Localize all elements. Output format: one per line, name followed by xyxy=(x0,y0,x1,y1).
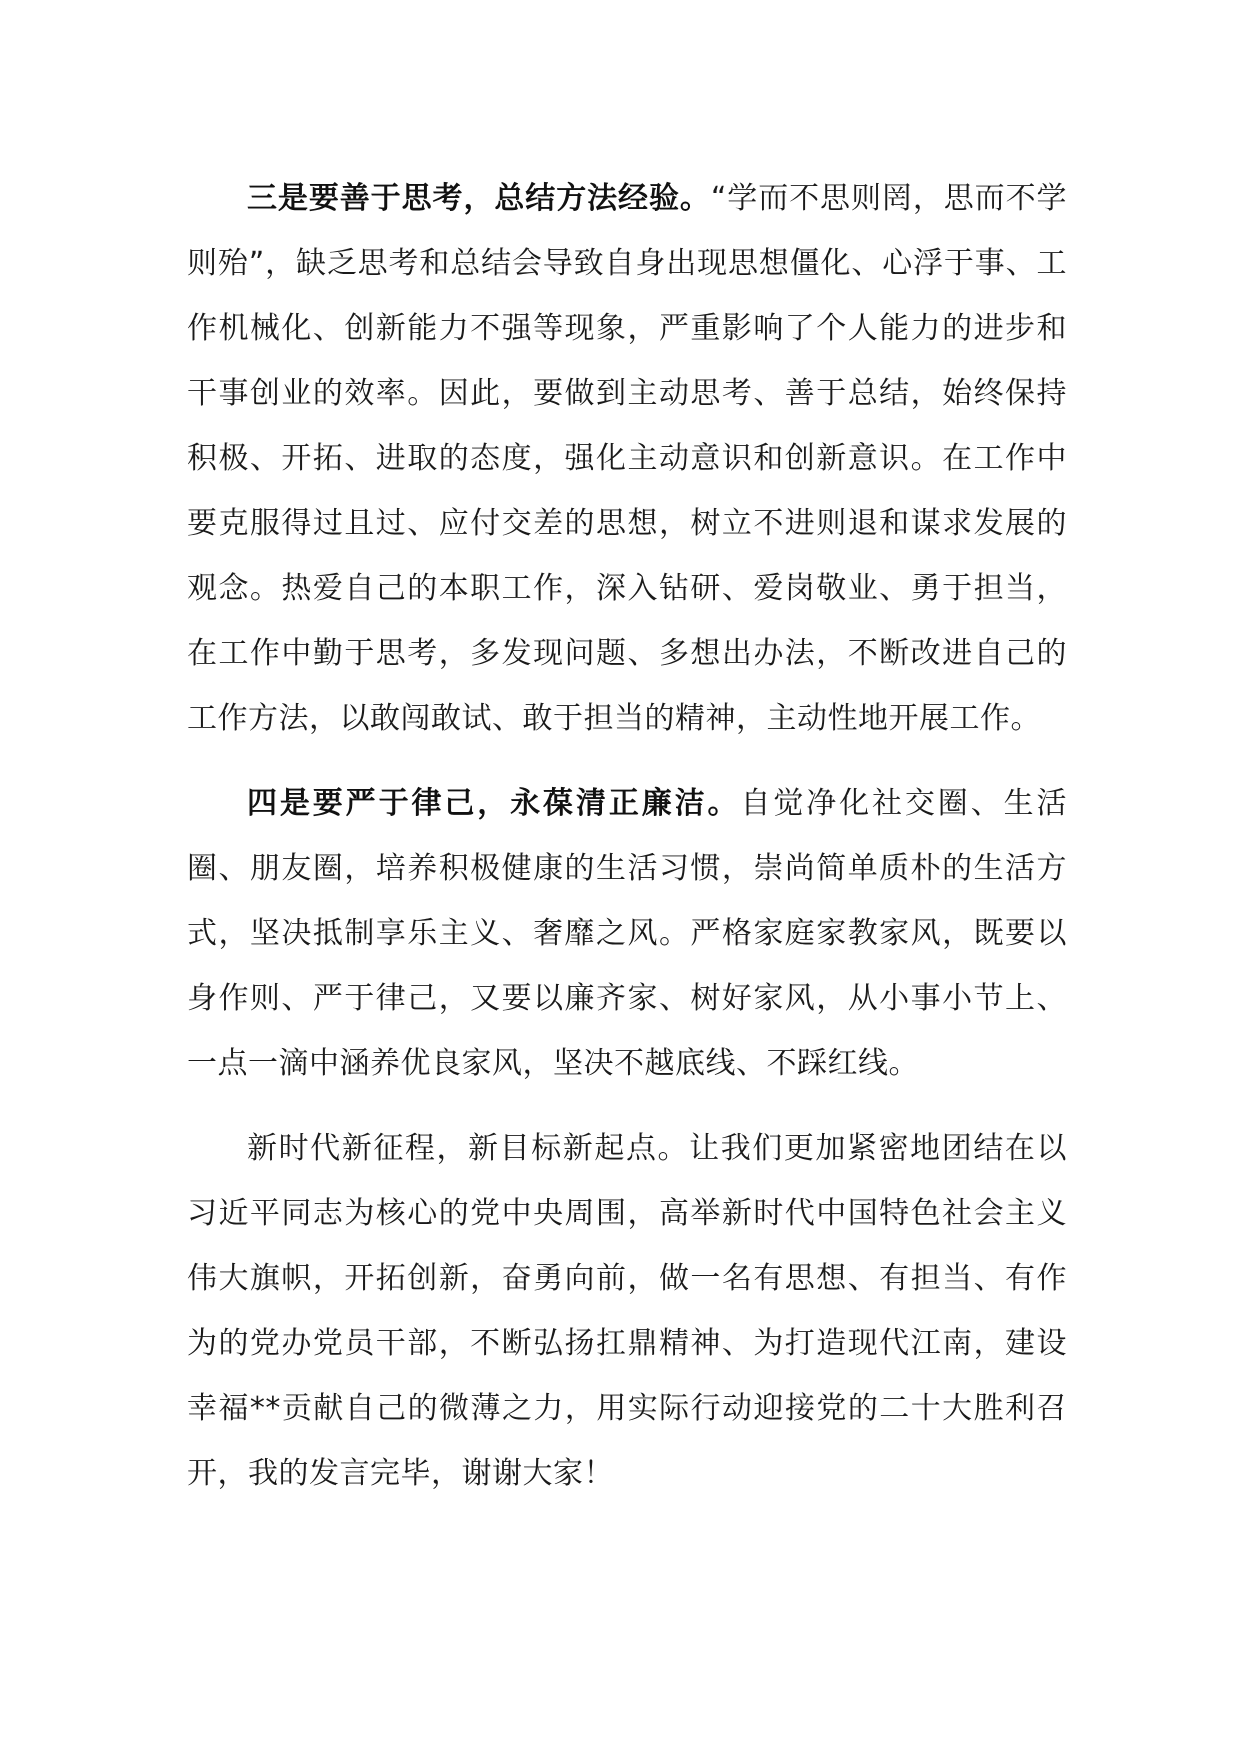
paragraph-self-discipline xyxy=(187,771,1067,1096)
paragraph-heading: 四是要严于律己，永葆清正廉洁。 xyxy=(247,786,741,821)
paragraph-heading: 三是要善于思考，总结方法经验。 xyxy=(247,181,711,216)
paragraph-text: 自觉净化社交圈、生活圈、朋友圈，培养积极健康的生活习惯，崇尚简单质朴的生活方式，坚决抵制享乐主义、奢靡之风。严格家庭家教家风，既要以身作则、严于律己，又要以廉齐家、树好家风，从小事小节上、一点一滴中涵养优良家风，坚决不越底线、不踩红线。 xyxy=(187,786,1067,1081)
paragraph-thinking xyxy=(187,166,1067,751)
paragraph-closing xyxy=(187,1116,1067,1506)
document-body xyxy=(187,166,1067,1526)
paragraph-text: 新时代新征程，新目标新起点。让我们更加紧密地团结在以习近平同志为核心的党中央周围，高举新时代中国特色社会主义伟大旗帜，开拓创新，奋勇向前，做一名有思想、有担当、有作为的党办党员干部，不断弘扬扛鼎精神、为打造现代江南，建设幸福**贡献自己的微薄之力，用实际行动迎接党的二十大胜利召开，我的发言完毕，谢谢大家！ xyxy=(187,1131,1067,1491)
paragraph-text: “学而不思则罔，思而不学则殆”，缺乏思考和总结会导致自身出现思想僵化、心浮于事、工作机械化、创新能力不强等现象，严重影响了个人能力的进步和干事创业的效率。因此，要做到主动思考、善于总结，始终保持积极、开拓、进取的态度，强化主动意识和创新意识。在工作中要克服得过且过、应付交差的思想，树立不进则退和谋求发展的观念。热爱自己的本职工作，深入钻研、爱岗敬业、勇于担当，在工作中勤于思考，多发现问题、多想出办法，不断改进自己的工作方法，以敢闯敢试、敢于担当的精神，主动性地开展工作。 xyxy=(187,181,1068,736)
